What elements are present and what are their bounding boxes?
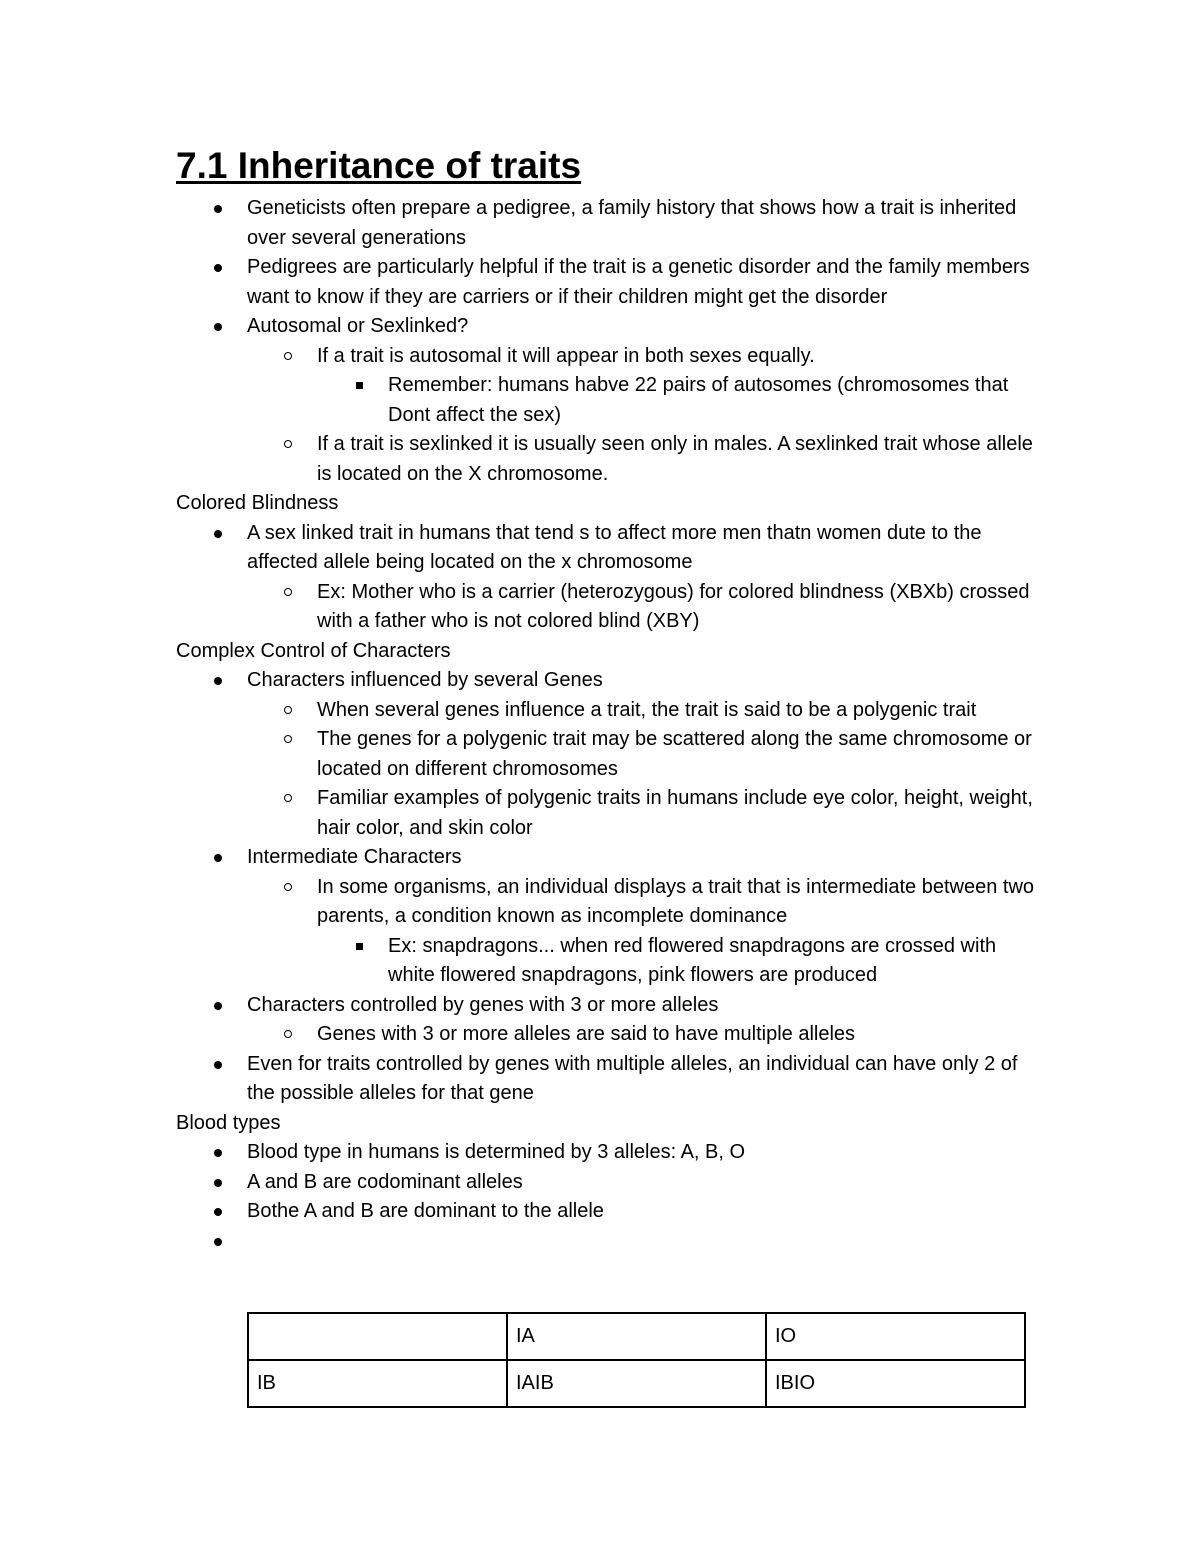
- list-item: Geneticists often prepare a pedigree, a family history that shows how a trait is inherited over several generations: [176, 194, 1046, 253]
- sub-list: [176, 578, 1046, 637]
- table-cell: IBIO: [766, 1360, 1025, 1407]
- list-item: The genes for a polygenic trait may be scattered along the same chromosome or located on different chromosomes: [176, 725, 1046, 784]
- list-item: Familiar examples of polygenic traits in humans include eye color, height, weight, hair color, and skin color: [176, 784, 1046, 843]
- section-heading-blood-types: Blood types: [176, 1111, 281, 1134]
- list-item: Pedigrees are particularly helpful if the trait is a genetic disorder and the family members want to know if they are carriers or if their children might get the disorder: [176, 253, 1046, 312]
- list-item: Characters controlled by genes with 3 or more alleles: [176, 991, 1046, 1021]
- list-item: Bothe A and B are dominant to the allele: [176, 1197, 1046, 1227]
- intro-list: [176, 194, 1046, 342]
- list-item: Characters influenced by several Genes: [176, 666, 1046, 696]
- list-item: Remember: humans habve 22 pairs of autosomes (chromosomes that Dont affect the sex): [176, 371, 1046, 430]
- punnett-square-table: [247, 1312, 1026, 1408]
- list-item-text: Autosomal or Sexlinked?: [247, 315, 469, 337]
- list-item: A and B are codominant alleles: [176, 1168, 1046, 1198]
- table-row: [248, 1313, 1025, 1360]
- list-item: If a trait is sexlinked it is usually seen only in males. A sexlinked trait whose allele is located on the X chromosome.: [176, 430, 1046, 489]
- list-item: Ex: Mother who is a carrier (heterozygous) for colored blindness (XBXb) crossed with a father who is not colored blind (XBY): [176, 578, 1046, 637]
- table-cell: IA: [507, 1313, 766, 1360]
- document-body: [176, 194, 1046, 1256]
- list-item: When several genes influence a trait, the trait is said to be a polygenic trait: [176, 696, 1046, 726]
- list-item: [176, 312, 1046, 342]
- complex-control-list: [176, 843, 1046, 873]
- list-item: In some organisms, an individual displays a trait that is intermediate between two parents, a condition known as incomplete dominance: [176, 873, 1046, 932]
- complex-control-list: [176, 1050, 1046, 1109]
- list-item: If a trait is autosomal it will appear in both sexes equally.: [176, 342, 1046, 372]
- list-item: Intermediate Characters: [176, 843, 1046, 873]
- list-item: Blood type in humans is determined by 3 alleles: A, B, O: [176, 1138, 1046, 1168]
- list-item: Even for traits controlled by genes with multiple alleles, an individual can have only 2 of the possible alleles for that gene: [176, 1050, 1046, 1109]
- blood-types-list: [176, 1138, 1046, 1256]
- list-item: Genes with 3 or more alleles are said to have multiple alleles: [176, 1020, 1046, 1050]
- table-cell: IO: [766, 1313, 1025, 1360]
- colored-blindness-list: [176, 519, 1046, 578]
- list-item: A sex linked trait in humans that tend s to affect more men thatn women dute to the affected allele being located on the x chromosome: [176, 519, 1046, 578]
- section-heading-complex-control: Complex Control of Characters: [176, 639, 451, 662]
- complex-control-list: [176, 666, 1046, 696]
- sub-list: [176, 873, 1046, 932]
- sub-sub-list: [176, 371, 1046, 430]
- table-cell: IAIB: [507, 1360, 766, 1407]
- table-cell: [248, 1313, 507, 1360]
- sub-list: [176, 696, 1046, 844]
- list-item: Ex: snapdragons... when red flowered snapdragons are crossed with white flowered snapdragons, pink flowers are produced: [176, 932, 1046, 991]
- page-title: 7.1 Inheritance of traits: [176, 145, 582, 186]
- table-row: [248, 1360, 1025, 1407]
- complex-control-list: [176, 991, 1046, 1021]
- sub-list: [176, 1020, 1046, 1050]
- section-heading-colored-blindness: Colored Blindness: [176, 492, 339, 514]
- table-cell: IB: [248, 1360, 507, 1407]
- list-item-empty: [176, 1227, 1046, 1257]
- sub-list: [176, 342, 1046, 372]
- sub-list: [176, 430, 1046, 489]
- sub-sub-list: [176, 932, 1046, 991]
